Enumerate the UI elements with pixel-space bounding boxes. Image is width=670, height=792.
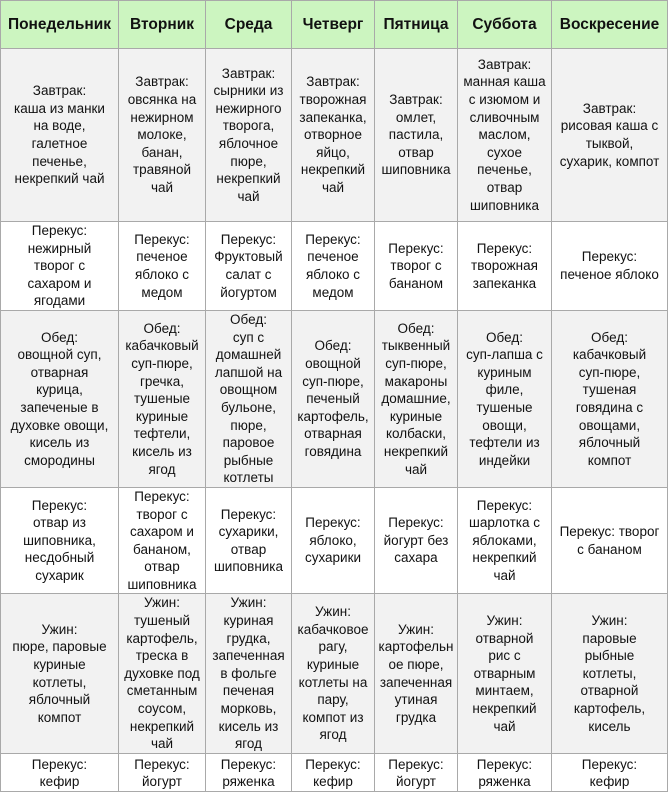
snack1-cell-sunday: Перекус: печеное яблоко (552, 222, 668, 311)
snack1-cell-thursday: Перекус: печеное яблоко с медом (292, 222, 375, 311)
day-header-sunday: Воскресение (552, 1, 668, 49)
snack1-cell-saturday: Перекус: творожная запеканка (458, 222, 552, 311)
snack1-cell-wednesday: Перекус: Фруктовый салат с йогуртом (206, 222, 292, 311)
header-row (1, 1, 668, 49)
lunch-cell-tuesday: Обед: кабачковый суп-пюре, гречка, тушеные куриные тефтели, кисель из ягод (119, 310, 206, 487)
lunch-cell-friday: Обед: тыквенный суп-пюре, макароны домашние, куриные колбаски, некрепкий чай (375, 310, 458, 487)
dinner-cell-friday: Ужин: картофельн ое пюре, запеченная утиная грудка (375, 594, 458, 753)
dinner-cell-tuesday: Ужин: тушеный картофель, треска в духовке под сметанным соусом, некрепкий чай (119, 594, 206, 753)
snack3-cell-saturday: Перекус: ряженка (458, 753, 552, 791)
snack2-cell-saturday: Перекус: шарлотка с яблоками, некрепкий чай (458, 487, 552, 594)
snack2-cell-sunday: Перекус: творог с бананом (552, 487, 668, 594)
breakfast-cell-friday: Завтрак: омлет, пастила, отвар шиповника (375, 49, 458, 222)
snack1-row (1, 222, 668, 311)
snack3-row (1, 753, 668, 791)
lunch-cell-saturday: Обед: суп-лапша с куриным филе, тушеные овощи, тефтели из индейки (458, 310, 552, 487)
snack1-cell-tuesday: Перекус: печеное яблоко с медом (119, 222, 206, 311)
dinner-cell-thursday: Ужин: кабачковое рагу, куриные котлеты на пару, компот из ягод (292, 594, 375, 753)
snack1-cell-friday: Перекус: творог с бананом (375, 222, 458, 311)
snack2-cell-tuesday: Перекус: творог с сахаром и бананом, отвар шиповника (119, 487, 206, 594)
breakfast-cell-sunday: Завтрак: рисовая каша с тыквой, сухарик, компот (552, 49, 668, 222)
dinner-cell-monday: Ужин: пюре, паровые куриные котлеты, яблочный компот (1, 594, 119, 753)
snack2-cell-thursday: Перекус: яблоко, сухарики (292, 487, 375, 594)
day-header-tuesday: Вторник (119, 1, 206, 49)
snack3-cell-sunday: Перекус: кефир (552, 753, 668, 791)
breakfast-cell-tuesday: Завтрак: овсянка на нежирном молоке, банан, травяной чай (119, 49, 206, 222)
day-header-thursday: Четверг (292, 1, 375, 49)
lunch-cell-sunday: Обед: кабачковый суп-пюре, тушеная говядина с овощами, яблочный компот (552, 310, 668, 487)
snack3-cell-friday: Перекус: йогурт (375, 753, 458, 791)
breakfast-row (1, 49, 668, 222)
snack3-cell-monday: Перекус: кефир (1, 753, 119, 791)
breakfast-cell-saturday: Завтрак: манная каша с изюмом и сливочным маслом, сухое печенье, отвар шиповника (458, 49, 552, 222)
snack3-cell-wednesday: Перекус: ряженка (206, 753, 292, 791)
lunch-row (1, 310, 668, 487)
dinner-cell-wednesday: Ужин: куриная грудка, запеченная в фольге печеная морковь, кисель из ягод (206, 594, 292, 753)
dinner-cell-saturday: Ужин: отварной рис с отварным минтаем, некрепкий чай (458, 594, 552, 753)
breakfast-cell-monday: Завтрак: каша из манки на воде, галетное печенье, некрепкий чай (1, 49, 119, 222)
dinner-row (1, 594, 668, 753)
day-header-saturday: Суббота (458, 1, 552, 49)
dinner-cell-sunday: Ужин: паровые рыбные котлеты, отварной картофель, кисель (552, 594, 668, 753)
lunch-cell-monday: Обед: овощной суп, отварная курица, запеченые в духовке овощи, кисель из смородины (1, 310, 119, 487)
day-header-monday: Понедельник (1, 1, 119, 49)
day-header-friday: Пятница (375, 1, 458, 49)
snack2-cell-wednesday: Перекус: сухарики, отвар шиповника (206, 487, 292, 594)
snack3-cell-thursday: Перекус: кефир (292, 753, 375, 791)
snack2-cell-friday: Перекус: йогурт без сахара (375, 487, 458, 594)
snack1-cell-monday: Перекус: нежирный творог с сахаром и ягодами (1, 222, 119, 311)
lunch-cell-wednesday: Обед: суп с домашней лапшой на овощном бульоне, пюре, паровое рыбные котлеты (206, 310, 292, 487)
breakfast-cell-wednesday: Завтрак: сырники из нежирного творога, яблочное пюре, некрепкий чай (206, 49, 292, 222)
snack3-cell-tuesday: Перекус: йогурт (119, 753, 206, 791)
snack2-row (1, 487, 668, 594)
breakfast-cell-thursday: Завтрак: творожная запеканка, отворное яйцо, некрепкий чай (292, 49, 375, 222)
snack2-cell-monday: Перекус: отвар из шиповника, несдобный сухарик (1, 487, 119, 594)
lunch-cell-thursday: Обед: овощной суп-пюре, печеный картофель, отварная говядина (292, 310, 375, 487)
day-header-wednesday: Среда (206, 1, 292, 49)
